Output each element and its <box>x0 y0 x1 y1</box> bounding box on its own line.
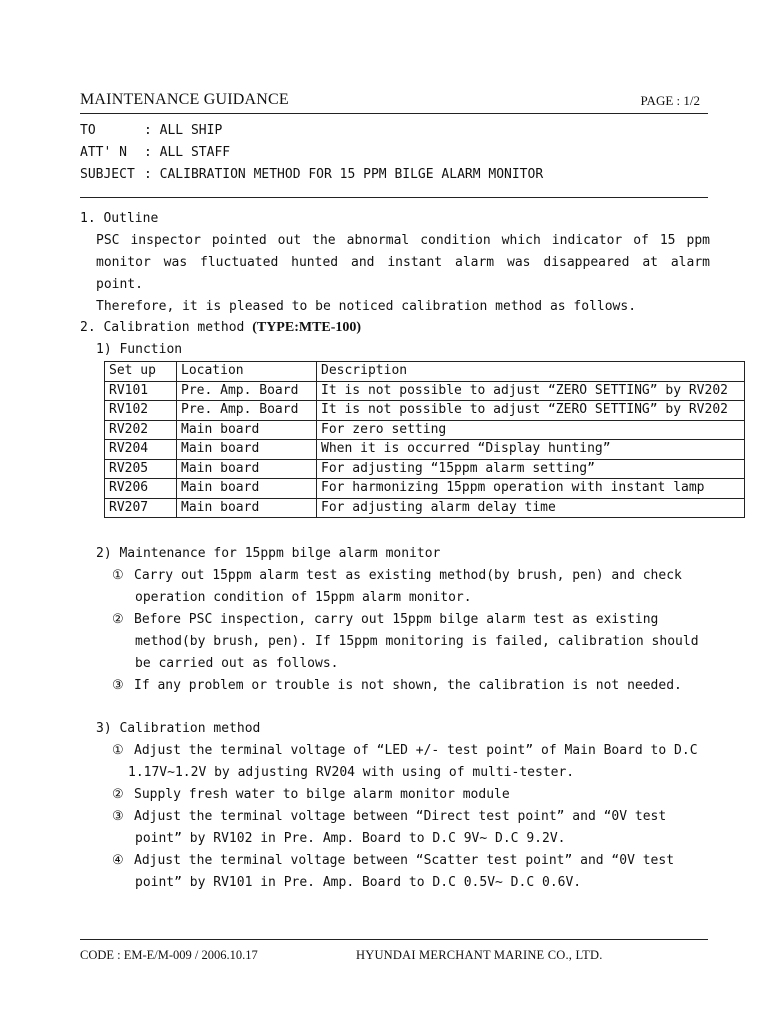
table-cell: RV207 <box>105 498 177 518</box>
item-marker: ② <box>112 612 124 627</box>
table-cell: For harmonizing 15ppm operation with instant lamp <box>317 479 745 499</box>
maintenance-item-2 <box>112 609 712 675</box>
header-divider <box>80 113 708 114</box>
item-text: If any problem or trouble is not shown, the calibration is not needed. <box>134 678 682 693</box>
outline-heading: 1. Outline <box>80 211 159 226</box>
memo-divider <box>80 197 708 198</box>
table-cell: Main board <box>177 440 317 460</box>
maintenance-item-1 <box>112 565 712 609</box>
memo-value: : ALL SHIP <box>144 123 223 138</box>
memo-value: : ALL STAFF <box>144 145 231 160</box>
item-text: point” by RV101 in Pre. Amp. Board to D.C 0.5V~ D.C 0.6V. <box>135 875 582 890</box>
memo-value: : CALIBRATION METHOD FOR 15 PPM BILGE ALARM MONITOR <box>144 167 544 182</box>
memo-key: ATT' N <box>80 145 127 160</box>
item-text: Adjust the terminal voltage between “Direct test point” and “0V test <box>134 809 667 824</box>
column-header: Location <box>177 362 317 382</box>
calibration-heading <box>80 320 361 336</box>
memo-to <box>80 123 222 139</box>
table-row <box>105 381 745 401</box>
maintenance-item-3 <box>112 675 712 697</box>
memo-key: SUBJECT <box>80 167 135 182</box>
table-cell: It is not possible to adjust “ZERO SETTING” by RV202 <box>317 401 745 421</box>
table-cell: Main board <box>177 479 317 499</box>
table-header-row <box>105 362 745 382</box>
table-cell: Main board <box>177 459 317 479</box>
item-marker: ② <box>112 787 124 802</box>
item-text: be carried out as follows. <box>135 656 339 671</box>
item-text: 1.17V~1.2V by adjusting RV204 with using of multi-tester. <box>128 765 575 780</box>
function-table <box>104 361 745 518</box>
table-row <box>105 459 745 479</box>
table-cell: RV204 <box>105 440 177 460</box>
item-marker: ① <box>112 743 124 758</box>
calibration-type: (TYPE:MTE-100) <box>252 320 362 335</box>
table-cell: For adjusting “15ppm alarm setting” <box>317 459 745 479</box>
item-text: method(by brush, pen). If 15ppm monitoring is failed, calibration should <box>135 634 699 649</box>
item-marker: ③ <box>112 678 124 693</box>
memo-key: TO <box>80 123 96 138</box>
method-heading: 3) Calibration method <box>96 721 261 736</box>
item-marker: ④ <box>112 853 124 868</box>
table-cell: RV202 <box>105 420 177 440</box>
document-code: CODE : EM-E/M-009 / 2006.10.17 <box>80 948 258 962</box>
memo-attn <box>80 145 230 161</box>
table-cell: For zero setting <box>317 420 745 440</box>
item-text: Adjust the terminal voltage of “LED +/- test point” of Main Board to D.C <box>134 743 698 758</box>
item-text: Before PSC inspection, carry out 15ppm bilge alarm test as existing <box>134 612 659 627</box>
table-cell: When it is occurred “Display hunting” <box>317 440 745 460</box>
item-marker: ③ <box>112 809 124 824</box>
table-cell: RV206 <box>105 479 177 499</box>
table-cell: Pre. Amp. Board <box>177 401 317 421</box>
table-row <box>105 498 745 518</box>
table-cell: Main board <box>177 420 317 440</box>
column-header: Description <box>317 362 745 382</box>
column-header: Set up <box>105 362 177 382</box>
item-marker: ① <box>112 568 124 583</box>
item-text: Adjust the terminal voltage between “Scatter test point” and “0V test <box>134 853 675 868</box>
document-title: MAINTENANCE GUIDANCE <box>80 91 289 108</box>
method-item-2 <box>112 784 712 806</box>
table-row <box>105 479 745 499</box>
page-number: PAGE : 1/2 <box>640 93 700 108</box>
calibration-heading-text: 2. Calibration method <box>80 320 253 335</box>
table-cell: RV101 <box>105 381 177 401</box>
table-row <box>105 401 745 421</box>
item-text: Carry out 15ppm alarm test as existing method(by brush, pen) and check <box>134 568 682 583</box>
table-cell: RV205 <box>105 459 177 479</box>
outline-line: Therefore, it is pleased to be noticed calibration method as follows. <box>96 299 637 314</box>
method-item-3 <box>112 806 712 850</box>
company-name: HYUNDAI MERCHANT MARINE CO., LTD. <box>356 948 603 962</box>
table-cell: Pre. Amp. Board <box>177 381 317 401</box>
item-text: operation condition of 15ppm alarm monitor. <box>135 590 472 605</box>
table-cell: It is not possible to adjust “ZERO SETTING” by RV202 <box>317 381 745 401</box>
method-item-1 <box>112 740 712 784</box>
table-row <box>105 420 745 440</box>
maintenance-heading: 2) Maintenance for 15ppm bilge alarm monitor <box>96 546 441 561</box>
footer-divider <box>80 939 708 940</box>
table-cell: RV102 <box>105 401 177 421</box>
outline-paragraph <box>96 230 710 318</box>
table-row <box>105 440 745 460</box>
table-cell: Main board <box>177 498 317 518</box>
item-text: point” by RV102 in Pre. Amp. Board to D.C 9V~ D.C 9.2V. <box>135 831 566 846</box>
memo-subject <box>80 167 543 183</box>
outline-line: monitor was fluctuated hunted and instant alarm was disappeared at alarm point. <box>96 255 710 292</box>
function-heading: 1) Function <box>96 342 183 357</box>
method-item-4 <box>112 850 712 894</box>
outline-line: PSC inspector pointed out the abnormal condition which indicator of 15 ppm <box>96 233 710 248</box>
item-text: Supply fresh water to bilge alarm monitor module <box>134 787 510 802</box>
table-cell: For adjusting alarm delay time <box>317 498 745 518</box>
